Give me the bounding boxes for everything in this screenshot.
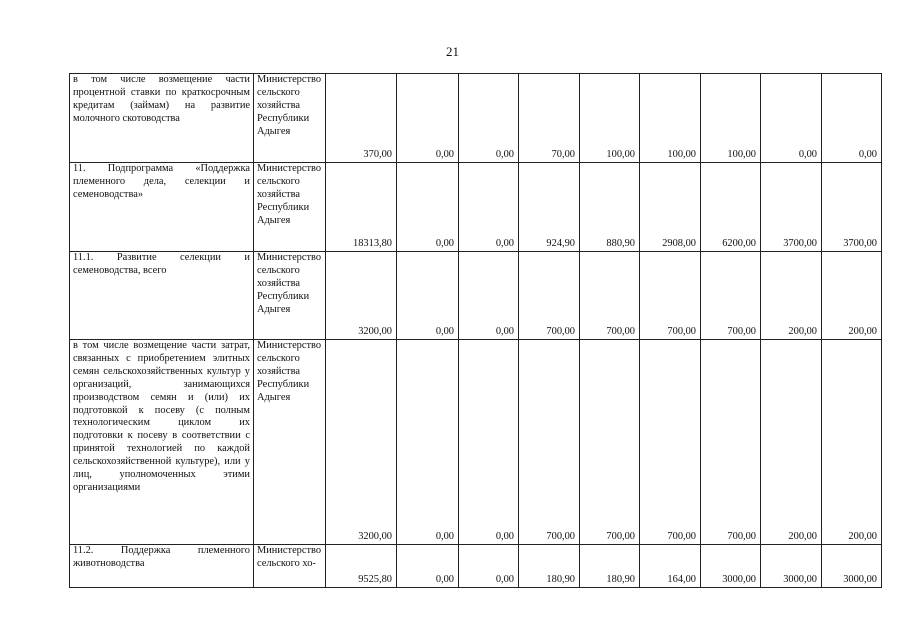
row-organization: Министерство сельского хозяйства Республики Адыгея — [254, 163, 326, 252]
value-cell: 0,00 — [459, 163, 519, 252]
value-cell: 100,00 — [640, 74, 701, 163]
row-organization: Министерство сельского хозяйства Республики Адыгея — [254, 252, 326, 340]
value-cell: 2908,00 — [640, 163, 701, 252]
value-cell: 200,00 — [822, 252, 882, 340]
value-cell: 180,90 — [580, 545, 640, 588]
value-cell: 200,00 — [822, 340, 882, 545]
value-cell: 700,00 — [580, 252, 640, 340]
value-cell: 0,00 — [459, 252, 519, 340]
value-cell: 700,00 — [701, 340, 761, 545]
value-cell: 3200,00 — [326, 340, 397, 545]
value-cell: 0,00 — [822, 74, 882, 163]
value-cell: 3700,00 — [822, 163, 882, 252]
value-cell: 6200,00 — [701, 163, 761, 252]
table-row — [70, 340, 882, 545]
value-cell: 9525,80 — [326, 545, 397, 588]
value-cell: 700,00 — [701, 252, 761, 340]
value-cell: 200,00 — [761, 340, 822, 545]
value-cell: 700,00 — [519, 340, 580, 545]
value-cell: 70,00 — [519, 74, 580, 163]
budget-table — [69, 73, 882, 588]
row-description: 11.2. Поддержка племенного животноводства — [70, 545, 254, 588]
value-cell: 880,90 — [580, 163, 640, 252]
page-number: 21 — [446, 44, 459, 59]
value-cell: 370,00 — [326, 74, 397, 163]
row-description: 11.1. Развитие селекции и семеноводства, всего — [70, 252, 254, 340]
value-cell: 180,90 — [519, 545, 580, 588]
value-cell: 200,00 — [761, 252, 822, 340]
value-cell: 700,00 — [640, 340, 701, 545]
table-row — [70, 252, 882, 340]
value-cell: 924,90 — [519, 163, 580, 252]
value-cell: 0,00 — [397, 340, 459, 545]
value-cell: 0,00 — [397, 74, 459, 163]
table-row — [70, 74, 882, 163]
table-row — [70, 545, 882, 588]
value-cell: 0,00 — [459, 340, 519, 545]
value-cell: 700,00 — [580, 340, 640, 545]
value-cell: 0,00 — [397, 252, 459, 340]
value-cell: 700,00 — [519, 252, 580, 340]
value-cell: 3000,00 — [761, 545, 822, 588]
row-organization: Министерство сельского хозяйства Республики Адыгея — [254, 74, 326, 163]
value-cell: 3700,00 — [761, 163, 822, 252]
value-cell: 3000,00 — [822, 545, 882, 588]
value-cell: 100,00 — [701, 74, 761, 163]
value-cell: 164,00 — [640, 545, 701, 588]
table-row — [70, 163, 882, 252]
row-organization: Министерство сельского хо- — [254, 545, 326, 588]
value-cell: 0,00 — [459, 74, 519, 163]
row-description: в том числе возмещение части процентной ставки по краткосрочным кредитам (займам) на развитие молочного скотоводства — [70, 74, 254, 163]
value-cell: 0,00 — [397, 163, 459, 252]
row-description: 11. Подпрограмма «Поддержка племенного дела, селекции и семеноводства» — [70, 163, 254, 252]
row-organization: Министерство сельского хозяйства Республики Адыгея — [254, 340, 326, 545]
value-cell: 18313,80 — [326, 163, 397, 252]
row-description: в том числе возмещение части затрат, связанных с приобретением элитных семян сельскохозяйственных культур у организаций, занимающихся производством семян и (или) их подготовкой к посеву (с полным технологическим циклом их подготовки к посеву в соответствии с принятой технологией по каждой сельскохозяйственной культуре), или у лиц, уполномоченных этими организациями — [70, 340, 254, 545]
value-cell: 0,00 — [397, 545, 459, 588]
value-cell: 0,00 — [761, 74, 822, 163]
value-cell: 700,00 — [640, 252, 701, 340]
value-cell: 3200,00 — [326, 252, 397, 340]
value-cell: 0,00 — [459, 545, 519, 588]
value-cell: 3000,00 — [701, 545, 761, 588]
value-cell: 100,00 — [580, 74, 640, 163]
